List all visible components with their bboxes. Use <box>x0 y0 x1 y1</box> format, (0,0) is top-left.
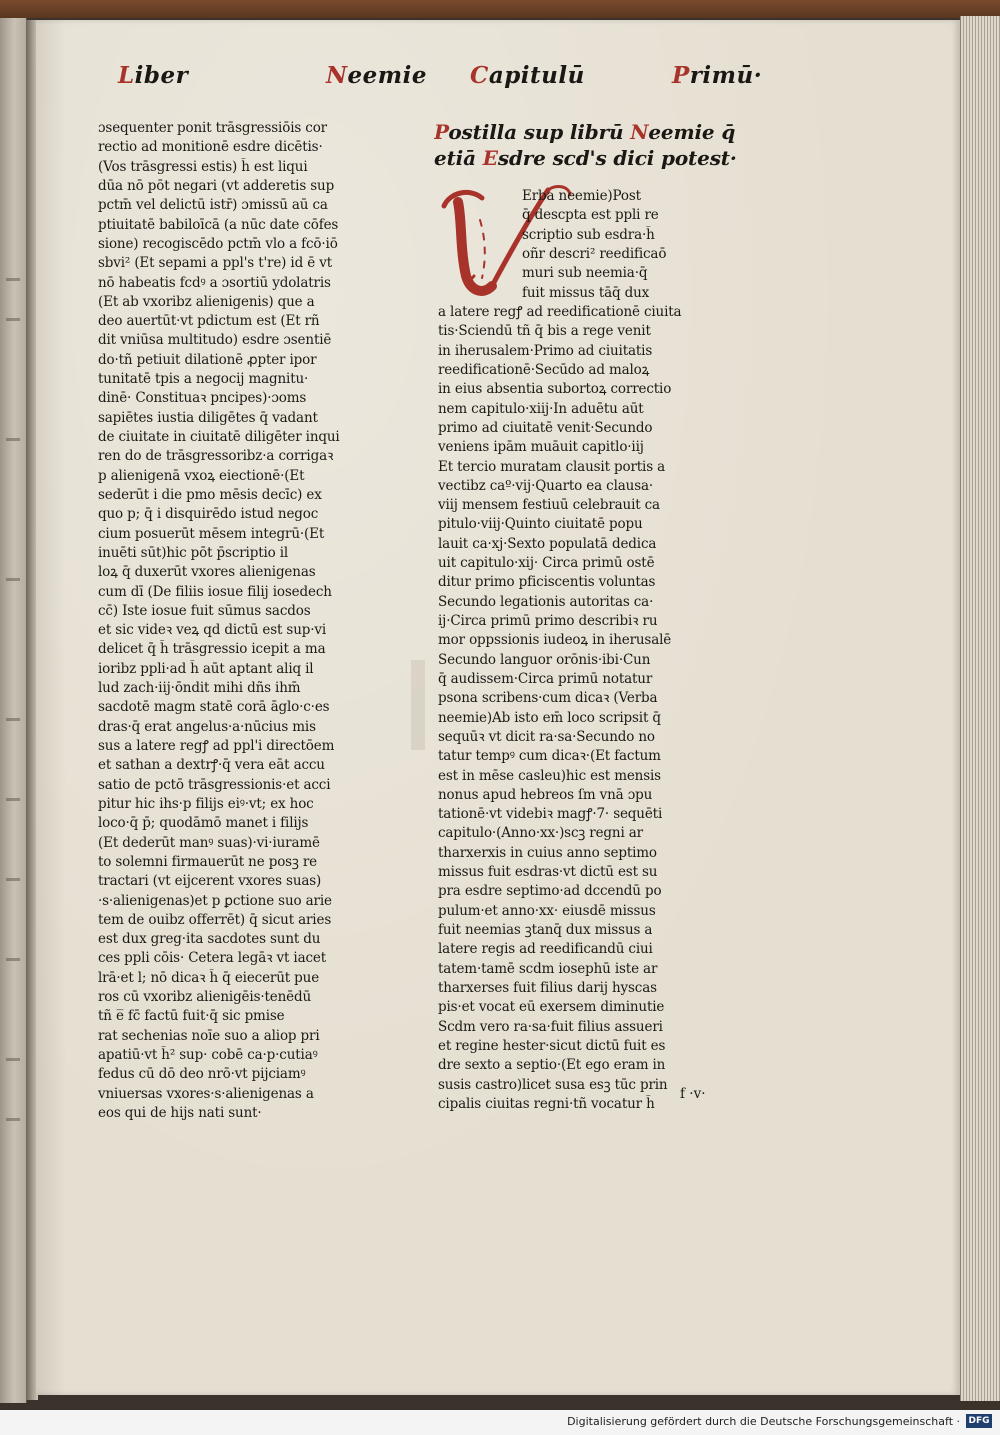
text-line: reedificationē·Secūdo ad maloꝝ <box>438 361 650 378</box>
text-line: est in mēse casleu)hic est mensis <box>438 767 661 784</box>
text-line: tationē·vt videbiꝛ magꝭ·7· sequēti <box>438 806 663 823</box>
text-line: sederūt i die pmo mēsis decīc) ex <box>98 486 322 503</box>
text-line: Erba neemie)Post <box>522 188 641 204</box>
text-line: (Et ab vxoribz alienigenis) que a <box>98 293 315 310</box>
text-line: ptiuitatē babiloīcā (a nūc date cōfes <box>98 216 339 233</box>
text-line: dre sexto a septio·(Et ego eram in <box>438 1057 666 1074</box>
right-indented-lines <box>522 187 766 303</box>
header-number-initial: P <box>672 62 690 89</box>
rubric-initial-e: E <box>482 146 498 170</box>
text-line: satio de pctō trāsgressionis·et acci <box>98 776 331 793</box>
text-line: ditur primo pficiscentis voluntas <box>438 574 656 591</box>
text-line: cium posuerūt mēsem integrū·(Et <box>98 525 325 542</box>
rubric-line-2 <box>434 145 764 171</box>
header-liber-initial: L <box>118 62 135 89</box>
text-line: sbvi² (Et sepami a ppl's t're) id ē vt <box>98 255 332 272</box>
bleed-through-mark <box>411 660 425 750</box>
text-line: ces ppli cōis· Cetera legāꝛ vt iacet <box>98 950 326 967</box>
text-line: pctm̄ vel delictū istr̄) ɔmissū aū ca <box>98 197 328 214</box>
text-line: tunitatē tpis a negocij magnitu· <box>98 371 309 388</box>
right-text-column <box>438 303 768 1114</box>
text-line: lud zach·iij·ōndit mihi dñs ihm̄ <box>98 680 301 697</box>
text-line: est dux greg·ita sacdotes sunt du <box>98 931 321 948</box>
header-book-initial: N <box>326 62 348 89</box>
text-line: (Vos trāsgressi estis) h̄ est liqui <box>98 158 308 175</box>
text-line: p alienigenā vxoꝝ eiectionē·(Et <box>98 467 305 484</box>
text-line: sequūꝛ vt dicit ra·sa·Secundo no <box>438 728 655 745</box>
text-line: et sic videꝛ veꝝ qd dictū est sup·vi <box>98 622 327 639</box>
text-line: ren do de trāsgressoribz·a corrigaꝛ <box>98 448 334 465</box>
text-line: loꝝ q̄ duxerūt vxores alienigenas <box>98 564 316 581</box>
initial-letter: V <box>436 180 437 181</box>
dfg-logo: DFG <box>966 1414 992 1428</box>
text-line: mor oppssionis iudeoꝝ in iherusalē <box>438 632 672 649</box>
text-line: cipalis ciuitas regni·tñ vocatur h̄ <box>438 1095 655 1112</box>
text-line: cc̄) Iste iosue fuit sūmus sacdos <box>98 602 311 619</box>
text-line: pulum·et anno·xx· eiusdē missus <box>438 902 656 919</box>
text-line: tñ e̅ fc̄ factū fuit·q̄ sic pmise <box>98 1008 285 1025</box>
text-line: in eius absentia subortoꝝ correctio <box>438 381 672 398</box>
text-line: fuit neemias ꝫtanq̄ dux missus a <box>438 922 653 938</box>
text-line: quo p; q̄ i disquirēdo istud negoc <box>98 506 319 523</box>
text-line: sapiētes iustia diligētes q̄ vadant <box>98 409 318 426</box>
text-line: fuit missus tāq̄ dux <box>522 284 650 301</box>
text-line: do·tñ petiuit dilationē ꝓpter ipor <box>98 351 317 368</box>
text-line: sione) recogiscēdo pctm̄ vlo a fcō·iō <box>98 235 338 252</box>
text-line: neemie)Ab isto em̄ loco scripsit q̄ <box>438 709 661 726</box>
text-line: muri sub neemia·q̄ <box>522 265 648 282</box>
text-line: dras·q̄ erat angelus·a·nūcius mis <box>98 718 316 735</box>
text-line: ioribz ppli·ad h̄ aūt aptant aliq il <box>98 660 314 677</box>
text-line: latere regis ad reedificandū ciui <box>438 941 653 958</box>
text-line: rectio ad monitionē esdre dicētis· <box>98 139 323 156</box>
text-line: et sathan a dextrꝭ·q̄ vera eāt accu <box>98 757 325 774</box>
header-liber-rest: iber <box>134 62 189 89</box>
text-line: pitur hic ihs·p filijs eiꝰ·vt; ex hoc <box>98 795 314 812</box>
text-line: q̄ audissem·Circa primū notatur <box>438 670 653 687</box>
text-line: sacdotē magm statē corā āglo·c·es <box>98 699 330 716</box>
header-capitulum-initial: C <box>470 62 489 89</box>
header-book-rest: eemie <box>347 62 428 89</box>
text-line: tis·Sciendū tñ q̄ bis a rege venit <box>438 323 651 340</box>
text-line: tharxerxis in cuius anno septimo <box>438 844 657 861</box>
text-line: nem capitulo·xiij·In aduētu aūt <box>438 400 644 417</box>
text-line: deo auertūt·vt pdictum est (Et rñ <box>98 313 320 330</box>
previous-page-edge <box>0 18 27 1403</box>
header-book-name <box>326 62 427 89</box>
text-line: tharxerses fuit filius darij hyscas <box>438 979 657 996</box>
text-line: ·s·alienigenas)et p ꝑctione suo arie <box>98 892 332 909</box>
text-line: nō habeatis fcdꝰ a ɔsortiū ydolatris <box>98 274 331 291</box>
text-line: Secundo languor orōnis·ibi·Cun <box>438 651 651 668</box>
text-line: veniens ipām muāuit capitlo·iij <box>438 439 644 456</box>
text-line: Et tercio muratam clausit portis a <box>438 458 666 475</box>
text-line: primo ad ciuitatē venit·Secundo <box>438 419 653 436</box>
text-line: fedus cū dō deo nrō·vt pijciamꝰ <box>98 1066 306 1083</box>
text-line: to solemni firmauerūt ne posꝫ re <box>98 853 317 870</box>
book-cover-top <box>0 0 1000 18</box>
text-line: a latere regꝭ ad reedificationē ciuita <box>438 304 682 320</box>
funding-credit: Digitalisierung gefördert durch die Deutsche Forschungsgemeinschaft · <box>567 1415 960 1428</box>
text-line: oñr descri² reedificaō <box>522 245 667 262</box>
text-line: capitulo·(Anno·xx·)scꝫ regni ar <box>438 825 643 842</box>
text-line: ij·Circa primū primo describiꝛ ru <box>438 613 658 629</box>
text-line: pitulo·viij·Quinto ciuitatē popu <box>438 516 643 533</box>
text-line: cum dī (De filiis iosue filij iosedech <box>98 583 332 600</box>
text-line: dūa nō pōt negari (vt adderetis sup <box>98 177 335 194</box>
text-line: dinē· Constituaꝛ pncipes)·ɔoms <box>98 390 307 407</box>
header-number-rest: rimū· <box>689 62 763 89</box>
rubric-initial-p: P <box>434 120 449 144</box>
text-line: loco·q̄ p̄; quodāmō manet i filijs <box>98 815 309 832</box>
header-capitulum-rest: apitulū <box>488 62 585 89</box>
text-line: tatur tempꝰ cum dicaꝛ·(Et factum <box>438 748 661 765</box>
text-line: uit capitulo·xij· Circa primū ostē <box>438 555 655 572</box>
text-line: ros cū vxoribz alienigēis·tenēdū <box>98 989 312 1006</box>
rubric-title <box>434 119 764 171</box>
text-line: delicet q̄ h̄ trāsgressio icepit a ma <box>98 641 326 658</box>
rubric-line-1 <box>434 119 764 145</box>
header-chapter-number <box>672 62 762 89</box>
right-column-heading <box>434 119 764 171</box>
text-line: ɔsequenter ponit trāsgressiōis cor <box>98 120 327 136</box>
text-line: apatiū·vt h̄² sup· cobē ca·p·cutiaꝰ <box>98 1047 318 1063</box>
text-line: et regine hester·sicut dictū fuit es <box>438 1037 666 1054</box>
text-line: inuēti sūt)hic pōt p̄scriptio il <box>98 544 289 561</box>
rubric-text: ostilla sup librū <box>448 120 631 144</box>
text-line: nonus apud hebreos ſm vnā ɔpu <box>438 786 653 803</box>
rubric-text: sdre scd's dici potest· <box>497 146 737 170</box>
text-line: viij mensem festiuū celebrauit ca <box>438 497 660 514</box>
text-line: de ciuitate in ciuitatē diligēter inqui <box>98 429 340 445</box>
text-line: vectibz caº·vij·Quarto ea clausa· <box>438 477 654 494</box>
text-line: lauit ca·xj·Sexto populatā dedica <box>438 535 657 552</box>
text-line: missus fuit esdras·vt dictū est su <box>438 864 658 881</box>
text-line: tractari (vt eijcerent vxores suas) <box>98 873 322 890</box>
text-line: pis·et vocat eū exersem diminutie <box>438 999 665 1016</box>
text-line: (Et dederūt manꝰ suas)·vi·iuramē <box>98 834 320 851</box>
text-line: Scdm vero ra·sa·fuit filius assueri <box>438 1018 663 1035</box>
left-text-column <box>98 119 403 1123</box>
signature-mark: f ·v· <box>680 1086 706 1102</box>
text-line: tem de ouibz offerrēt) q̄ sicut aries <box>98 911 332 928</box>
text-line: eos qui de hijs nati sunt· <box>98 1104 262 1121</box>
text-line: rat sechenias noīe suo a aliop pri <box>98 1027 320 1044</box>
text-line: psona scribens·cum dicaꝛ (Verba <box>438 690 658 707</box>
header-capitulum <box>470 62 585 89</box>
rubric-text: eemie q̄ <box>648 120 736 144</box>
text-line: scriptio sub esdra·h̄ <box>522 226 655 243</box>
text-line: lrā·et l; nō dicaꝛ h̄ q̄ eiecerūt pue <box>98 969 320 986</box>
text-line: susis castro)licet susa esꝫ tūc prin <box>438 1076 668 1093</box>
text-line: q̄ descpta est ppli re <box>522 207 659 224</box>
page-edges-stack <box>960 16 1000 1401</box>
text-line: pra esdre septimo·ad dccendū po <box>438 883 662 900</box>
text-line: vniuersas vxores·s·alienigenas a <box>98 1085 314 1102</box>
text-line: in iherusalem·Primo ad ciuitatis <box>438 342 653 359</box>
rubric-initial-n: N <box>630 120 649 144</box>
text-line: sus a latere regꝭ ad ppl'i directōem <box>98 738 335 754</box>
rubric-text: etiā <box>434 146 483 170</box>
text-line: Secundo legationis autoritas ca· <box>438 593 654 610</box>
text-line: tatem·tamē scdm iosephū iste ar <box>438 960 658 977</box>
text-line: dit vniūsa multitudo) esdre ɔsentiē <box>98 332 332 349</box>
header-liber <box>118 62 188 89</box>
